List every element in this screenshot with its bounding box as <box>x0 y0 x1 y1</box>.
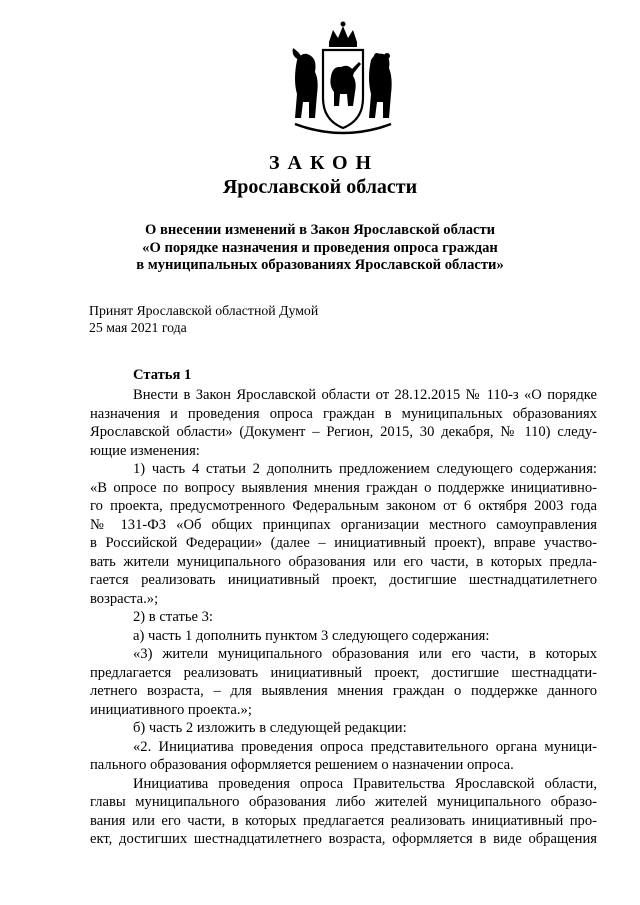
text-line: б) часть 2 изложить в следующей редакции: <box>133 720 407 736</box>
text-line: ект, достигших шестнадцатилетнего возраста, оформляется в виде обращения <box>90 831 597 847</box>
text-line: инициативного проекта.»; <box>90 701 252 718</box>
text-line: летнего возраста, – для выявления мнения граждан о поддержке данного <box>90 683 597 699</box>
text-line: го проекта, предусмотренного Федеральным законом от 6 октября 2003 года <box>90 498 597 514</box>
text-line: гается реализовать инициативный проект, достигшие шестнадцатилетнего <box>90 572 597 588</box>
text-line: Внести в Закон Ярославской области от 28.12.2015 № 110-з «О порядке <box>133 387 597 403</box>
text-line: а) часть 1 дополнить пунктом 3 следующего содержания: <box>133 627 490 644</box>
article-body <box>90 386 597 849</box>
text-line: назначения и проведения опроса граждан в муниципальных образованиях <box>90 405 597 422</box>
coat-of-arms-icon <box>285 20 401 142</box>
text-line: в Российской Федерации» (далее – инициативный проект), вправе участво- <box>90 535 597 551</box>
text-line: пального образования оформляется решением о назначении опроса. <box>90 757 514 773</box>
text-line: возраста.»; <box>90 590 159 607</box>
text-line: Инициатива проведения опроса Правительства Ярославской области, <box>133 775 597 792</box>
adoption-body: Принят Ярославской областной Думой <box>89 303 319 318</box>
region-title: Ярославской области <box>222 176 418 198</box>
article-heading: Статья 1 <box>133 367 192 383</box>
text-line: «3) жители муниципального образования или его части, в которых <box>133 646 597 662</box>
text-line: «В опросе по вопросу выявления мнения граждан о поддержке инициативно- <box>90 479 597 496</box>
text-line: 1) часть 4 статьи 2 дополнить предложением следующего содержания: <box>133 461 597 477</box>
text-line: предлагается реализовать инициативный проект, достигшие шестнадцати- <box>90 664 597 681</box>
adoption-date: 25 мая 2021 года <box>89 320 187 335</box>
text-line: главы муниципального образования либо жителей муниципального образо- <box>90 794 597 810</box>
subtitle-line: О внесении изменений в Закон Ярославской области <box>144 222 496 238</box>
text-line: вать жители муниципального образования или его части, в которых предла- <box>90 553 597 570</box>
text-line: «2. Инициатива проведения опроса представительного органа муници- <box>133 738 597 755</box>
subtitle-line: «О порядке назначения и проведения опроса граждан <box>142 240 498 256</box>
text-line: 2) в статье 3: <box>133 609 213 625</box>
text-line: № 131-ФЗ «Об общих принципах организации местного самоуправления <box>90 516 597 533</box>
text-line: ющие изменения: <box>90 442 200 459</box>
document-type-title: ЗАКОН <box>268 152 380 174</box>
text-line: Ярославской области» (Документ – Регион, 2015, 30 декабря, № 110) следу- <box>90 424 597 440</box>
subtitle-line: в муниципальных образованиях Ярославской области» <box>136 257 504 273</box>
text-line: вания или его части, в которых предлагается реализовать инициативный про- <box>90 812 597 829</box>
